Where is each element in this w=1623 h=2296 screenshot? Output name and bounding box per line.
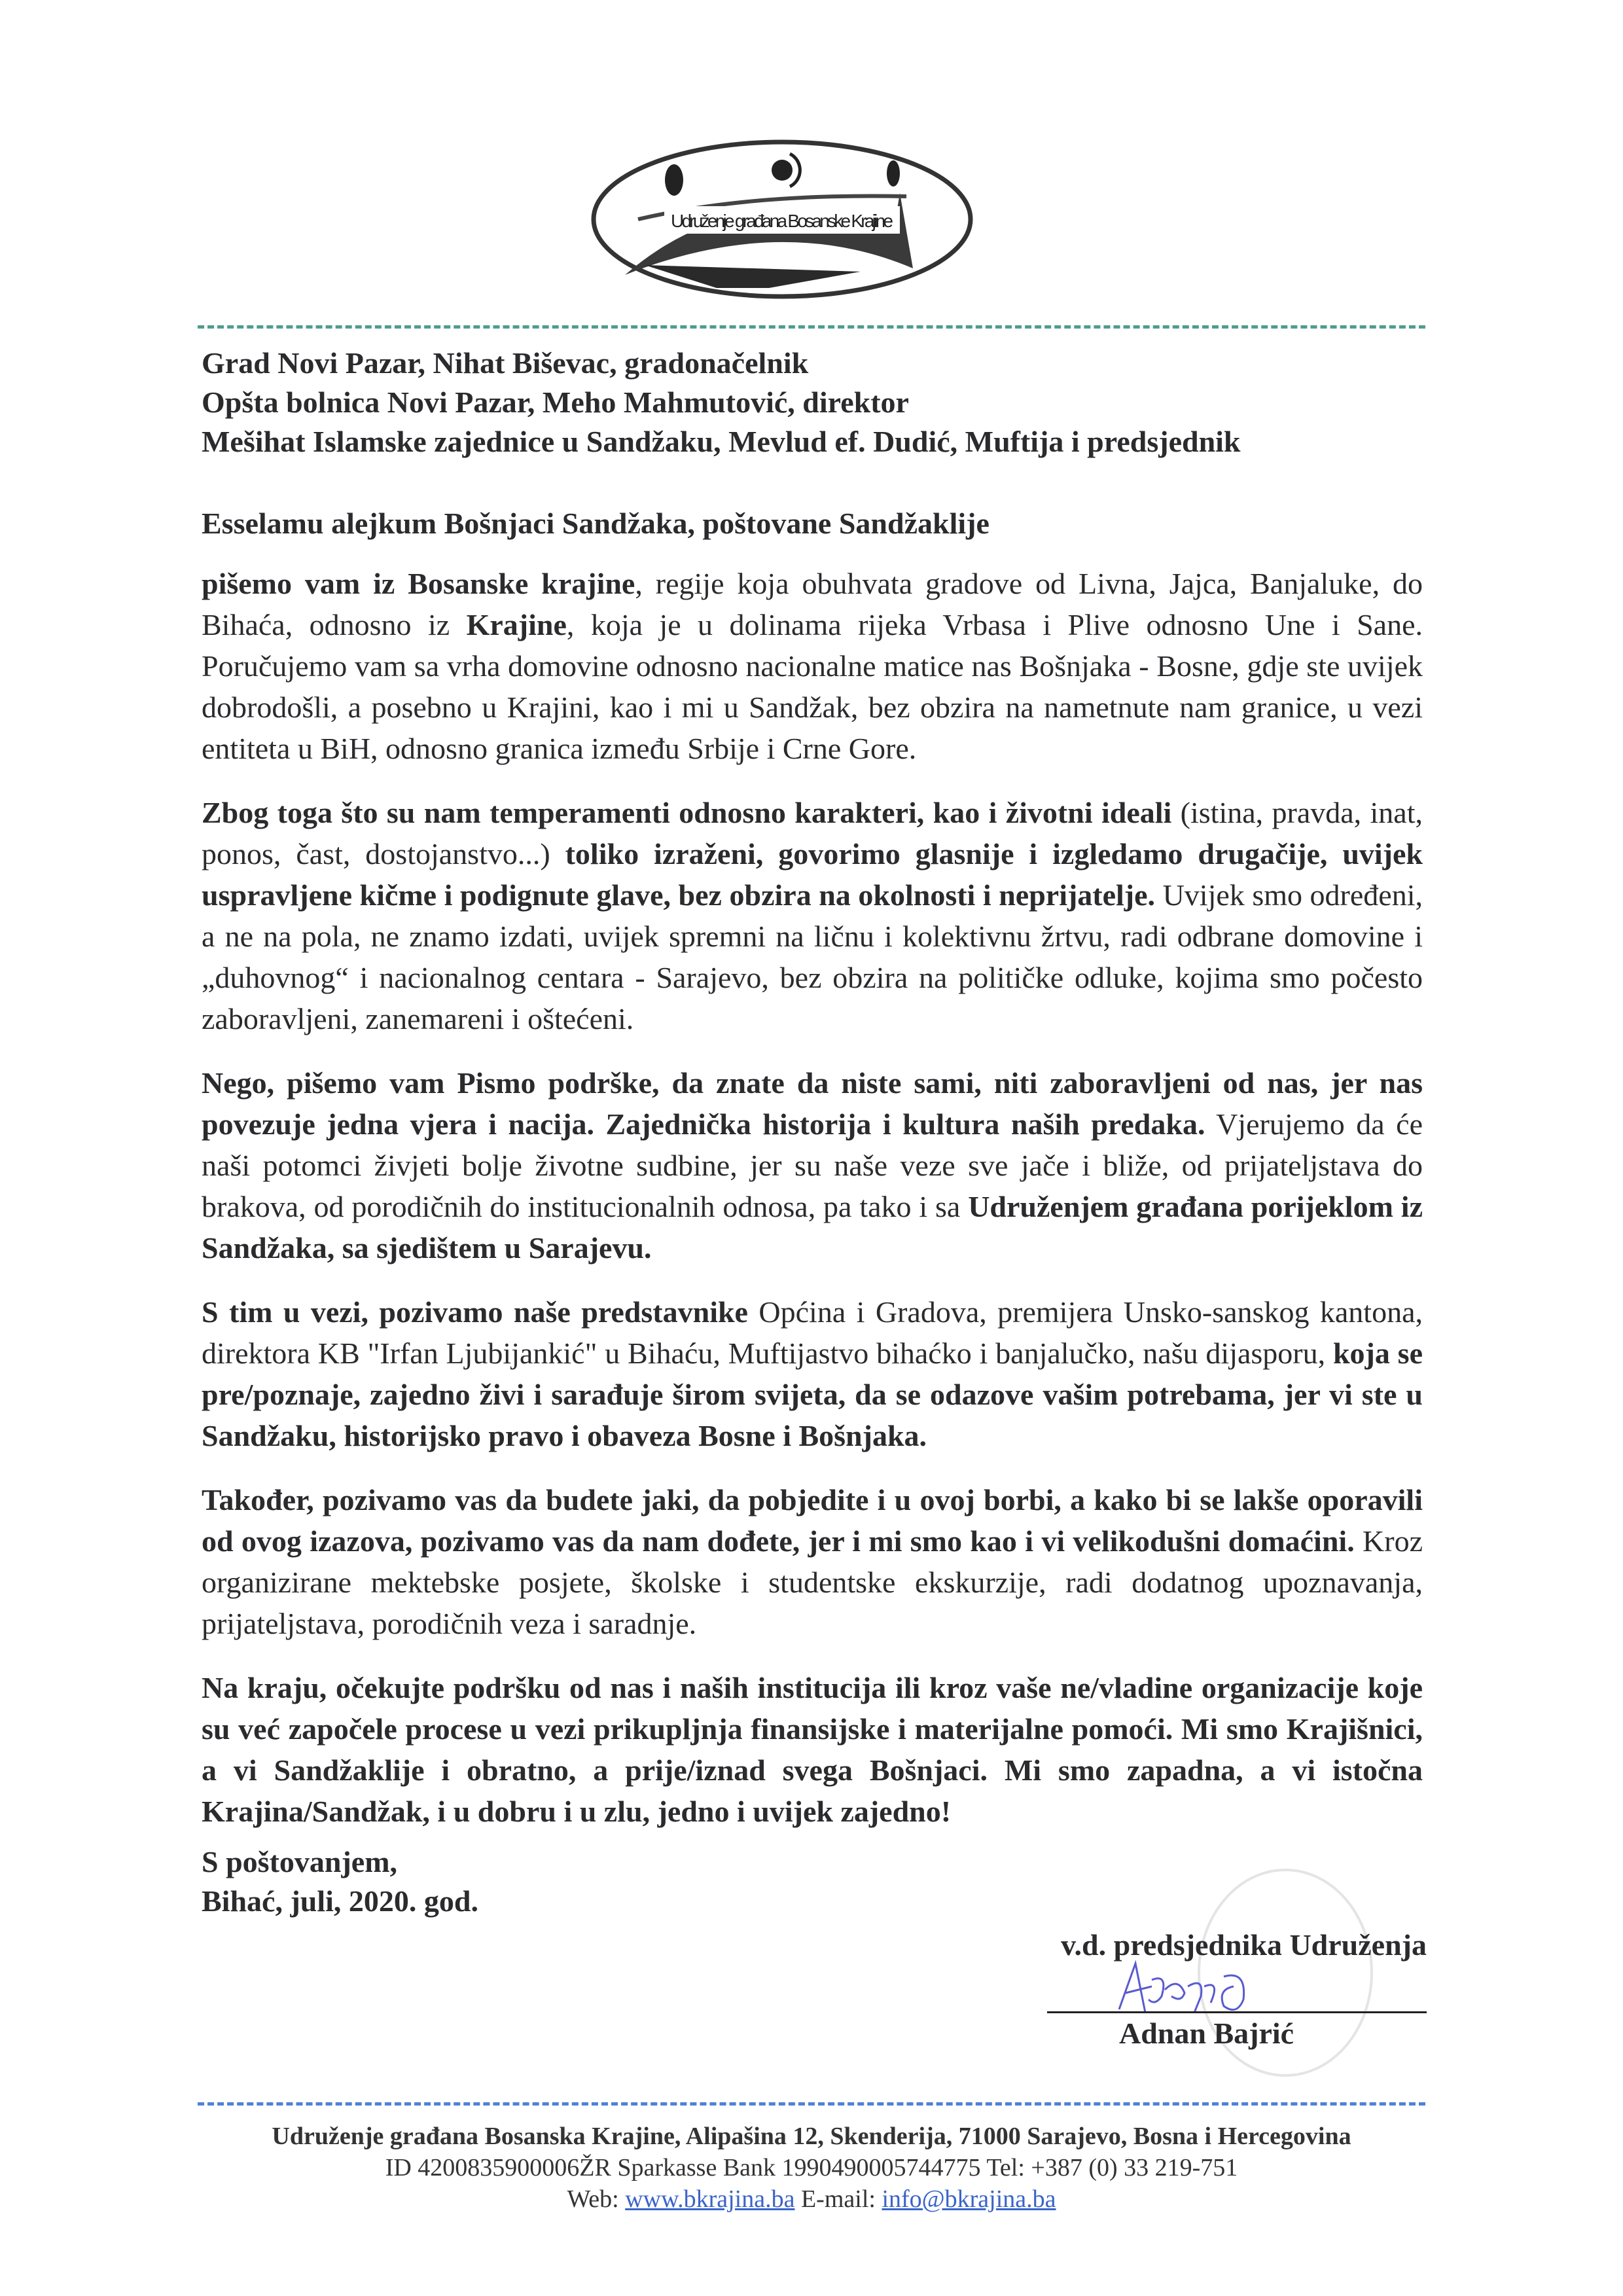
paragraph-text: Uvijek smo određeni, a ne na pola, ne znamo izdati, uvijek spremni na ličnu i kolektivnu žrtvu, radi odbrane domovine i „duhovnog“ i nacionalnog centara - Sarajevo, bez obzira na političke odluke, kojima smo počesto zaboravljeni, zanemareni i oštećeni. (202, 878, 1423, 1035)
paragraph (202, 1667, 1423, 1832)
paragraph-text-bold: Nego, pišemo vam Pismo podrške, da znate da niste sami, niti zaboravljeni od nas, jer nas povezuje jedna vjera i nacija. Zajednička historija i kultura naših predaka. (202, 1066, 1423, 1141)
paragraph (202, 563, 1423, 769)
paragraph (202, 792, 1423, 1039)
paragraph-text: (istina, pravda, inat, ponos, čast, dostojanstvo...) (202, 796, 1423, 870)
footer-ids: ID 4200835900006ŽR Sparkasse Bank 1990490005744775 Tel: +387 (0) 33 219-751 (385, 2154, 1238, 2181)
paragraph-text: , koja je u dolinama rijeka Vrbasa i Plive odnosno Une i Sane. Poručujemo vam sa vrha domovine odnosno nacionalne matice nas Bošnjaka - Bosne, gdje ste uvijek dobrodošli, a posebno u Krajini, kao i mi u Sandžak, bez obzira na nametnute nam granice, u vezi entiteta u BiH, odnosno granica između Srbije i Crne Gore. (202, 608, 1423, 765)
recipient-line: Mešihat Islamske zajednice u Sandžaku, Mevlud ef. Dudić, Muftija i predsjednik (202, 425, 1241, 458)
letter-body (202, 563, 1423, 1855)
paragraph-text-bold: koja se pre/poznaje, zajedno živi i sarađuje širom svijeta, da se odazove vašim potrebama, jer vi ste u Sandžaku, historijsko pravo i obaveza Bosne i Bošnjaka. (202, 1336, 1423, 1452)
paragraph (202, 1062, 1423, 1268)
bottom-separator (198, 2102, 1425, 2106)
website-link[interactable]: www.bkrajina.ba (625, 2185, 795, 2213)
association-logo-icon (586, 134, 978, 301)
signatory-title: v.d. predsjednika Udruženja (1061, 1928, 1427, 1962)
place-date: Bihać, juli, 2020. god. (202, 1884, 479, 1918)
paragraph-text-bold: Krajine (466, 608, 567, 641)
paragraph-text: Kroz organizirane mektebske posjete, školske i studentske ekskurzije, radi dodatnog upoznavanja, prijateljstava, porodičnih veza i saradnje. (202, 1524, 1423, 1640)
paragraph-text-bold: S tim u vezi, pozivamo naše predstavnike (202, 1295, 748, 1329)
email-link[interactable]: info@bkrajina.ba (882, 2185, 1056, 2213)
paragraph-text-bold: Zbog toga što su nam temperamenti odnosno karakteri, kao i životni ideali (202, 796, 1172, 829)
association-logo (586, 134, 978, 301)
closing-block (202, 1842, 478, 1921)
paragraph-text: Vjerujemo da će naši potomci živjeti bolje životne sudbine, jer su naše veze sve jače i bliže, od prijateljstava do brakova, od porodičnih do institucionalnih odnosa, pa tako i sa (202, 1107, 1423, 1223)
paragraph-text: , regije koja obuhvata gradove od Livna, Jajca, Banjaluke, do Bihaća, odnosno iz (202, 567, 1423, 641)
top-separator (198, 325, 1425, 329)
footer (183, 2121, 1440, 2215)
paragraph-text-bold: toliko izraženi, govorimo glasnije i izgledamo drugačije, uvijek uspravljene kičme i podignute glave, bez obzira na okolnosti i neprijatelje. (202, 837, 1423, 912)
paragraph-text-bold: pišemo vam iz Bosanske krajine (202, 567, 635, 600)
paragraph-text: Općina i Gradova, premijera Unsko-sanskog kantona, direktora KB "Irfan Ljubijankić" u Bihaću, Muftijastvo bihaćko i banjalučko, našu dijasporu, (202, 1295, 1423, 1370)
footer-address: Udruženje građana Bosanska Krajine, Alipašina 12, Skenderija, 71000 Sarajevo, Bosna i Hercegovina (272, 2123, 1351, 2150)
paragraph-text-bold: Na kraju, očekujte podršku od nas i naših institucija ili kroz vaše ne/vladine organizacije koje su već započele procese u vezi prikupljnja finansijske i materijalne pomoći. Mi smo Krajišnici, a vi Sandžaklije i obratno, a prije/iznad svega Bošnjaci. Mi smo zapadna, a vi istočna Krajina/Sandžak, i u dobru i u zlu, jedno i uvijek zajedno! (202, 1671, 1423, 1828)
signatory-name: Adnan Bajrić (1119, 2017, 1294, 2050)
recipient-line: Grad Novi Pazar, Nihat Biševac, gradonačelnik (202, 346, 809, 380)
signature-line (1047, 2011, 1427, 2013)
paragraph-text-bold: Također, pozivamo vas da budete jaki, da pobjedite i u ovoj borbi, a kako bi se lakše oporavili od ovog izazova, pozivamo vas da nam dođete, jer i mi smo kao i vi velikodušni domaćini. (202, 1483, 1423, 1558)
greeting: Esselamu alejkum Bošnjaci Sandžaka, poštovane Sandžaklije (202, 507, 990, 540)
email-label: E-mail: (800, 2185, 876, 2213)
recipients-block (202, 344, 1419, 461)
signature-block (1008, 1928, 1433, 2058)
web-label: Web: (567, 2185, 619, 2213)
paragraph (202, 1291, 1423, 1456)
footer-contacts (183, 2183, 1440, 2215)
recipient-line: Opšta bolnica Novi Pazar, Meho Mahmutović, direktor (202, 386, 909, 419)
paragraph-text-bold: Udruženjem građana porijeklom iz Sandžaka, sa sjedištem u Sarajevu. (202, 1190, 1423, 1265)
salutation: S poštovanjem, (202, 1845, 398, 1878)
svg-text:Udruženje građana Bosanske Kra: Udruženje građana Bosanske Krajine (671, 211, 893, 231)
paragraph (202, 1479, 1423, 1644)
